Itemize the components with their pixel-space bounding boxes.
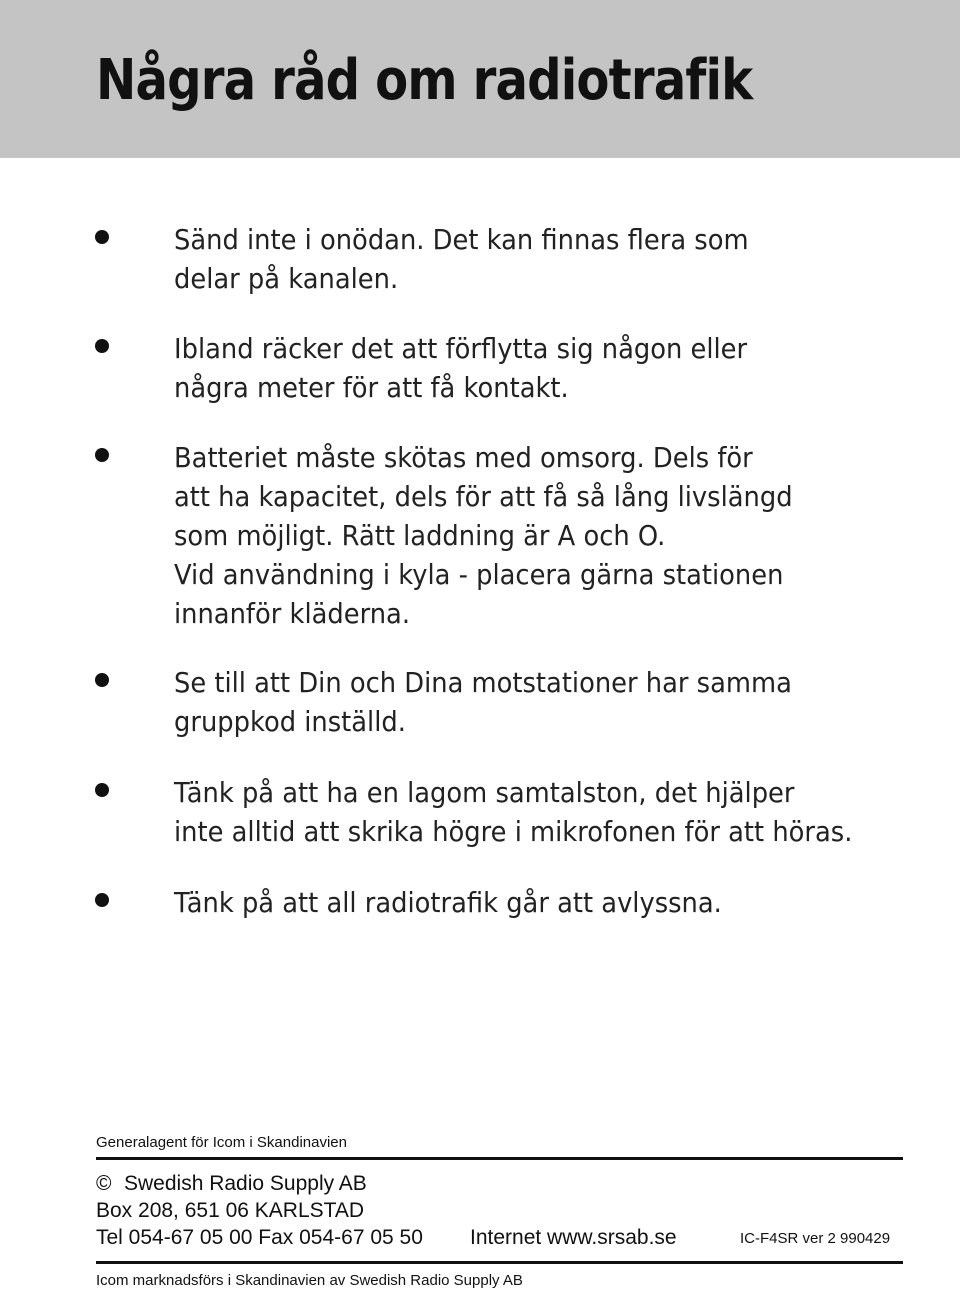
bullet-icon [95,448,109,462]
tip-line: inte alltid att skrika högre i mikrofonen för att höras. [174,815,853,848]
company-label: Swedish Radio Supply AB [124,1172,367,1195]
copyright-icon: © [96,1172,112,1195]
tip-line: Vid användning i kyla - placera gärna stationen [174,558,784,591]
version-label: IC-F4SR ver 2 990429 [740,1230,891,1247]
tip-text [174,220,892,298]
tip-text [174,438,892,633]
tip-line: innanför kläderna. [174,597,411,630]
tip-text [174,329,892,407]
tip-line: Batteriet måste skötas med omsorg. Dels för [174,441,753,474]
bullet-icon [95,673,109,687]
tip-line: som möjligt. Rätt laddning är A och O. [174,519,666,552]
bullet-icon [95,783,109,797]
divider-bottom [96,1261,903,1264]
internet-address: Internet www.srsab.se [470,1226,677,1249]
phone-fax: Tel 054-67 05 00 Fax 054-67 05 50 [96,1226,423,1249]
tip-line: gruppkod inställd. [174,705,406,738]
tip-text [174,883,892,922]
marketing-note: Icom marknadsförs i Skandinavien av Swedish Radio Supply AB [96,1272,523,1289]
tip-line: Tänk på att ha en lagom samtalston, det hjälper [174,776,795,809]
tip-line: att ha kapacitet, dels för att få så lång livslängd [174,480,793,513]
tip-line: delar på kanalen. [174,262,399,295]
address: Box 208, 651 06 KARLSTAD [96,1199,365,1222]
tip-line: Ibland räcker det att förflytta sig någon eller [174,332,748,365]
bullet-icon [95,893,109,907]
tip-line: Tänk på att all radiotrafik går att avlyssna. [174,886,722,919]
tip-line: Sänd inte i onödan. Det kan finnas flera som [174,223,749,256]
bullet-icon [95,339,109,353]
divider-top [96,1157,903,1160]
title-band [0,0,960,158]
bullet-icon [95,230,109,244]
tip-text [174,663,892,741]
tip-text [174,773,892,851]
tip-line: några meter för att få kontakt. [174,371,569,404]
company-name [96,1172,367,1196]
tip-line: Se till att Din och Dina motstationer har samma [174,666,792,699]
page-title: Några råd om radiotrafik [96,48,753,113]
agent-label: Generalagent för Icom i Skandinavien [96,1134,347,1151]
